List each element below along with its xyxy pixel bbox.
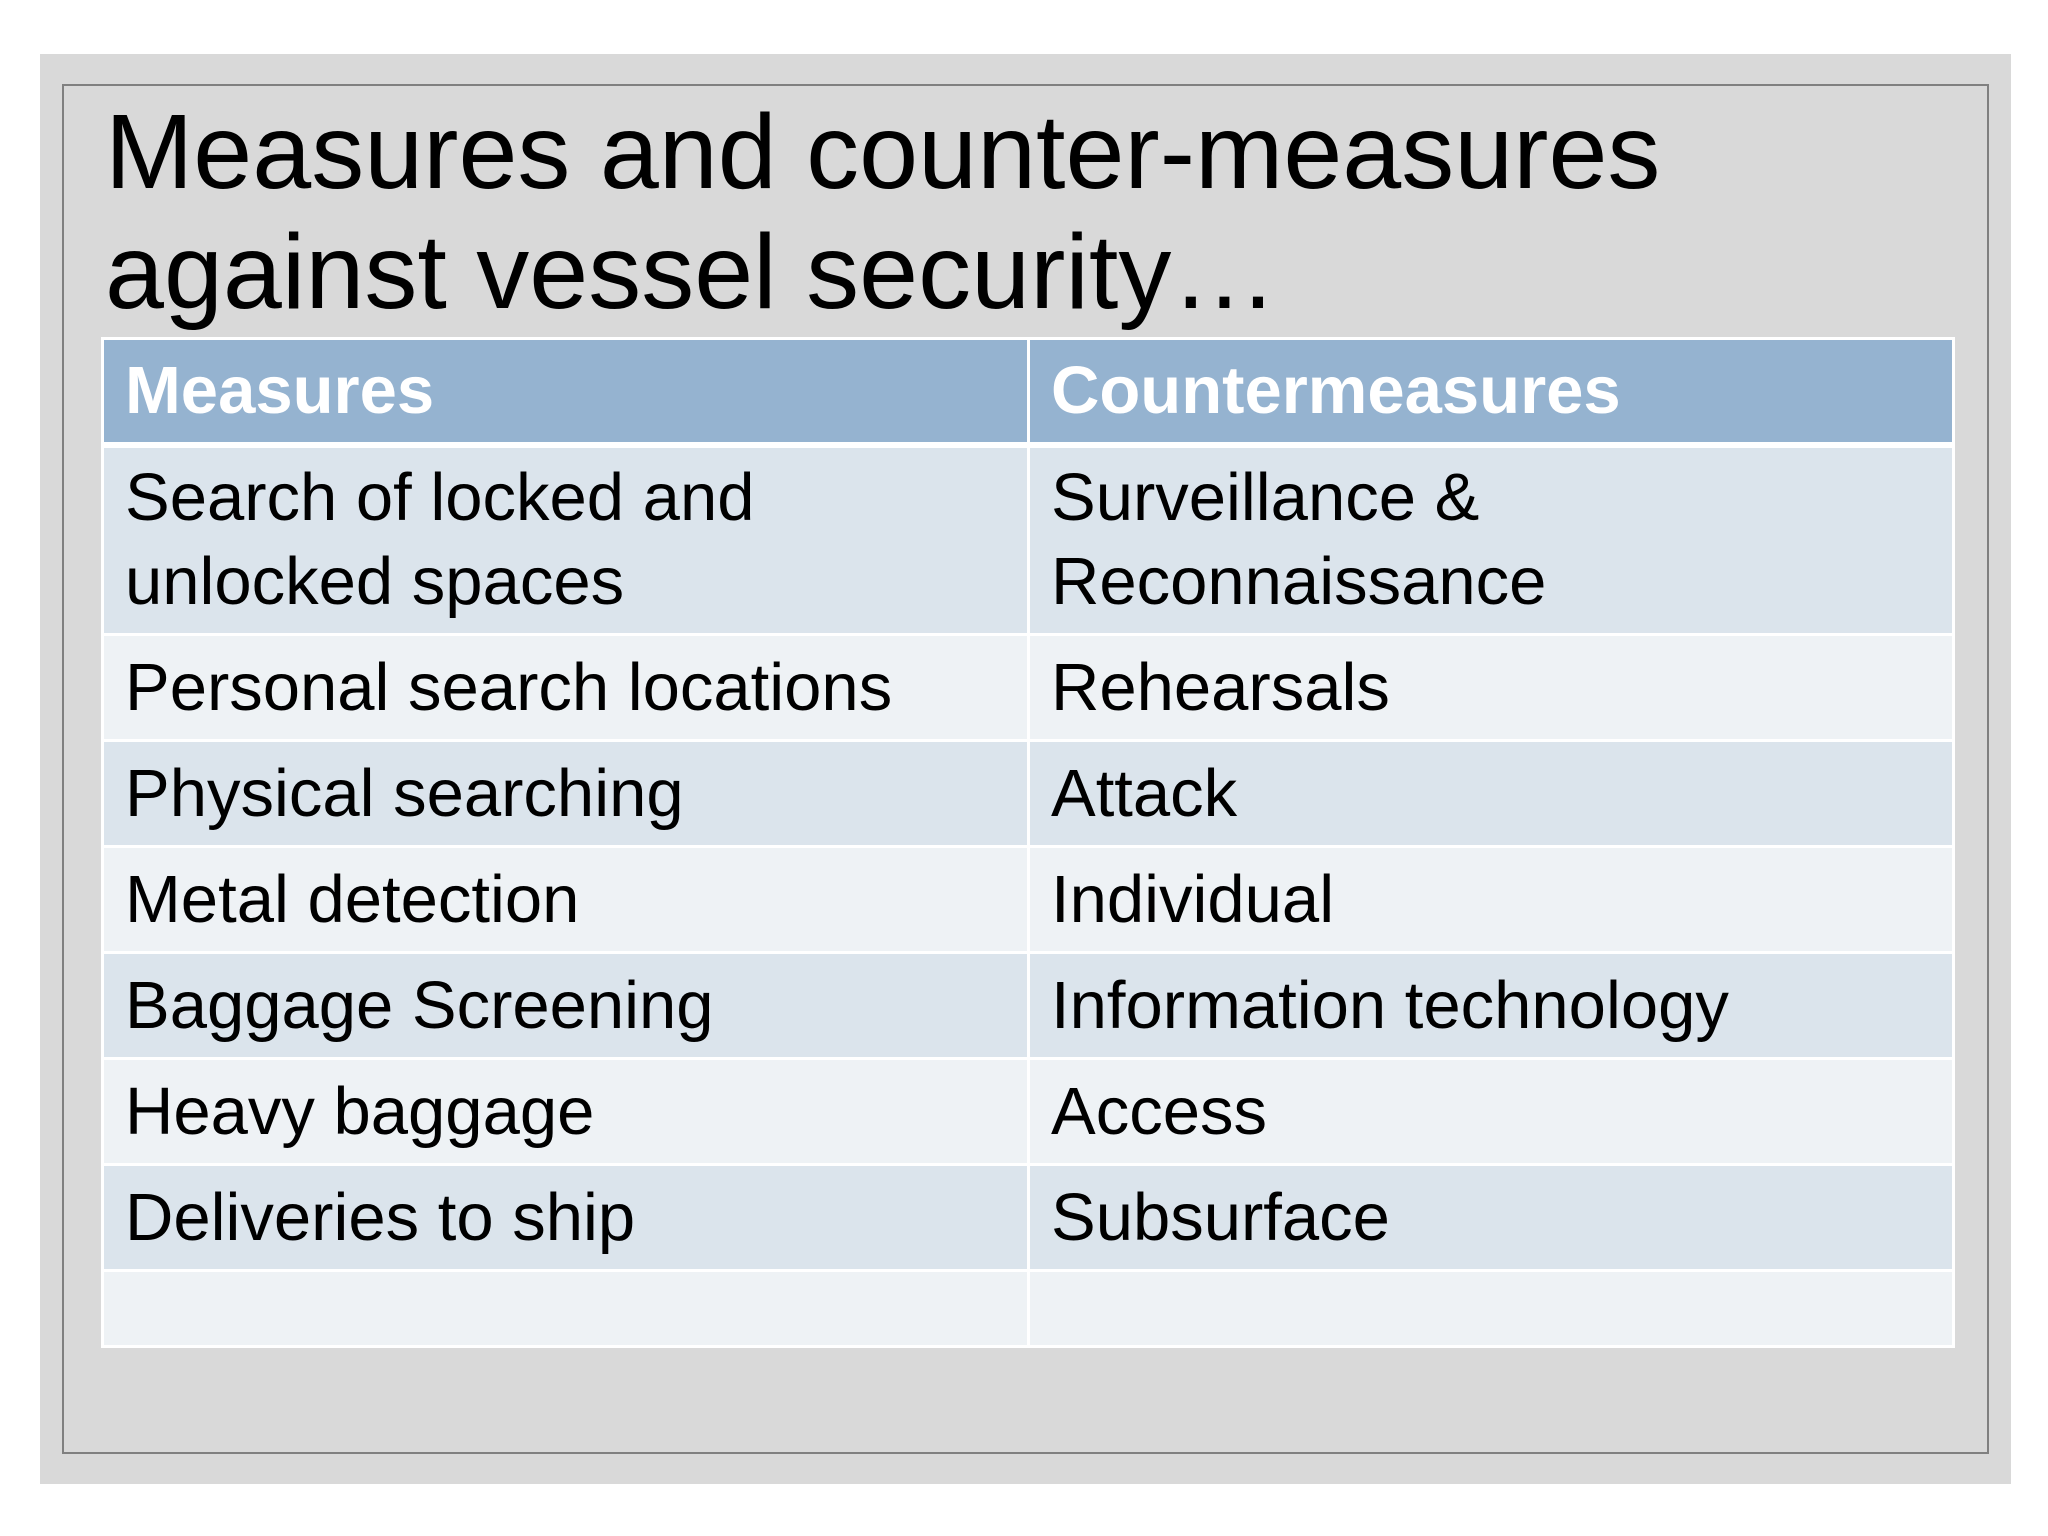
countermeasure-cell: Rehearsals — [1029, 635, 1954, 741]
header-measures: Measures — [103, 339, 1029, 445]
measure-cell: Search of locked and unlocked spaces — [103, 445, 1029, 635]
measure-cell: Physical searching — [103, 741, 1029, 847]
measure-cell: Deliveries to ship — [103, 1165, 1029, 1271]
countermeasure-cell — [1029, 1271, 1954, 1347]
measure-cell: Baggage Screening — [103, 953, 1029, 1059]
measure-cell: Metal detection — [103, 847, 1029, 953]
slide-title: Measures and counter-measures against vessel security… — [105, 93, 1661, 331]
table-row — [103, 953, 1954, 1059]
measure-cell: Heavy baggage — [103, 1059, 1029, 1165]
table-row-empty — [103, 1271, 1954, 1347]
measure-cell: Personal search locations — [103, 635, 1029, 741]
table-row — [103, 445, 1954, 635]
countermeasure-cell: Information technology — [1029, 953, 1954, 1059]
countermeasure-cell: Surveillance & Reconnaissance — [1029, 445, 1954, 635]
countermeasure-cell: Access — [1029, 1059, 1954, 1165]
countermeasure-cell: Subsurface — [1029, 1165, 1954, 1271]
table-header-row — [103, 339, 1954, 445]
countermeasure-cell: Individual — [1029, 847, 1954, 953]
header-countermeasures: Countermeasures — [1029, 339, 1954, 445]
table-row — [103, 1059, 1954, 1165]
countermeasure-cell: Attack — [1029, 741, 1954, 847]
measure-cell — [103, 1271, 1029, 1347]
table-row — [103, 847, 1954, 953]
table-row — [103, 635, 1954, 741]
table-row — [103, 741, 1954, 847]
table-row — [103, 1165, 1954, 1271]
measures-table — [101, 337, 1952, 1342]
